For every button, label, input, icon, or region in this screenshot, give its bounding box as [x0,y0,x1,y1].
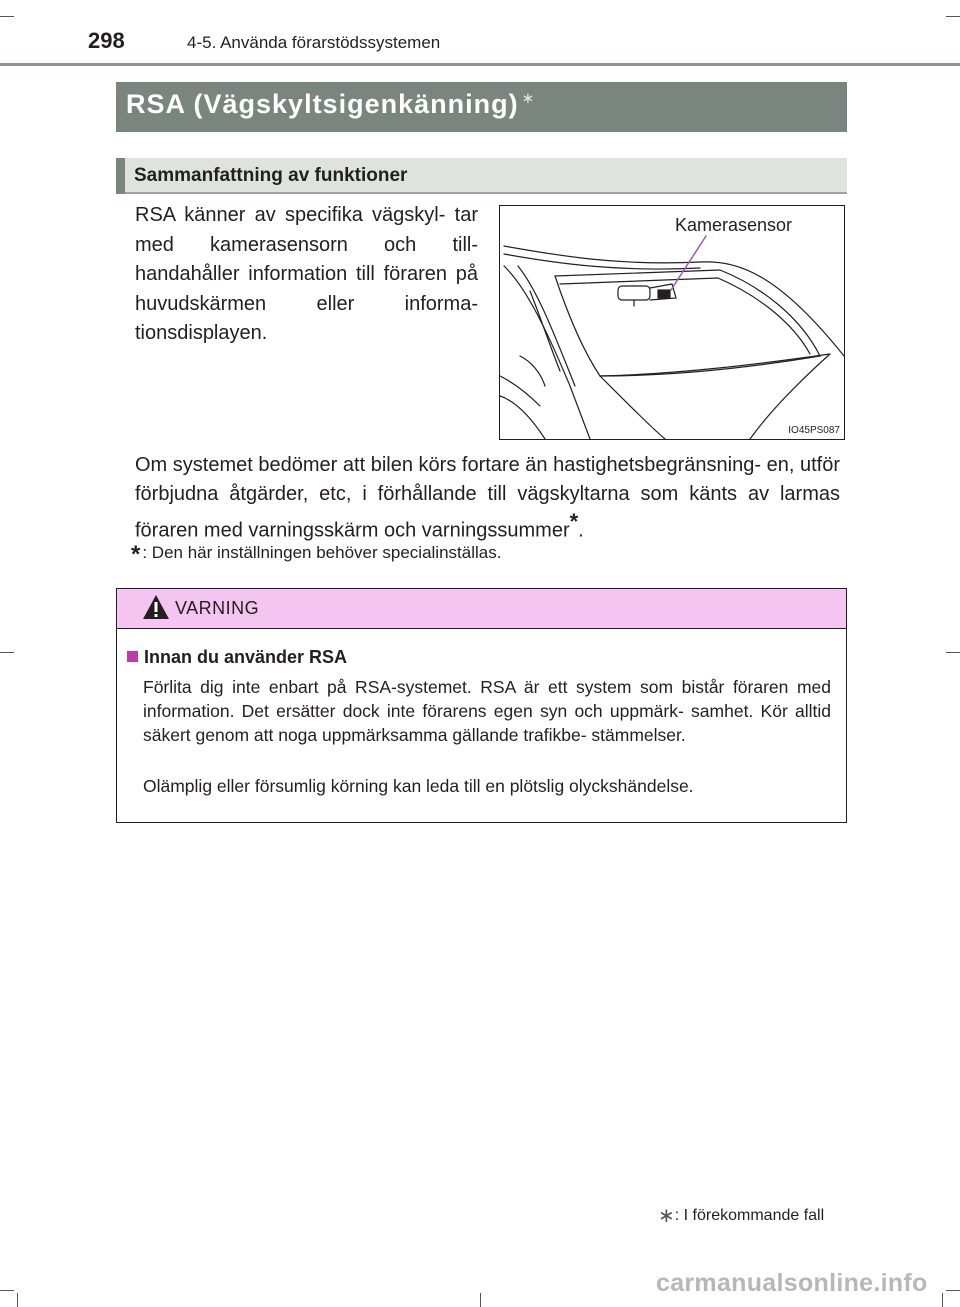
figure-code: IO45PS087 [788,425,840,436]
footnote-asterisk: ∗ [658,1205,675,1227]
bullet-square-icon [127,651,138,662]
section-heading-band [116,82,847,132]
crop-mark [0,16,14,17]
car-interior-drawing [500,206,844,439]
subsection-marker [116,158,125,194]
crop-mark [17,1293,18,1307]
paragraph-end: . [578,519,584,542]
warning-body-paragraph-2: Olämplig eller försumlig körning kan leda till en plötslig olyckshändelse. [143,776,694,796]
subsection-heading-band [116,158,847,194]
warning-box [116,588,847,823]
paragraph-asterisk: * [569,509,579,534]
header-rule [0,63,960,66]
windshield-illustration [499,205,845,440]
camera-sensor-callout: Kamerasensor [675,215,793,235]
crop-mark [946,16,960,17]
warning-heading [127,647,347,668]
warning-description-paragraph [135,451,840,545]
warning-triangle-icon [142,593,170,621]
subsection-title: Sammanfattning av funktioner [134,165,408,186]
warning-heading-text: Innan du använder RSA [144,647,348,667]
watermark: carmanualsonline.info [656,1269,928,1297]
warning-body-paragraph-1: Förlita dig inte enbart på RSA-systemet. RSA är ett system som bistår föraren med information. Det ersätter dock inte förarens egen syn och uppmärk- samhet. Kör alltid säkert genom att noga uppmärksamma gällande trafikbe- stämmelser. [143,677,831,745]
crop-mark [946,652,960,653]
crop-mark [946,1290,960,1291]
paragraph-text: Om systemet bedömer att bilen körs fortare än hastighetsbegränsning- en, utför förbjudna åtgärder, etc, i förhållande till vägskyltarna som känts av larmas föraren med varningsskärm och varningssummer [135,454,840,542]
chapter-title: 4-5. Använda förarstödssystemen [187,33,441,52]
crop-mark [942,1293,943,1307]
warning-label: VARNING [175,598,260,618]
crop-mark [480,1293,481,1307]
intro-paragraph: RSA känner av specifika vägskyl- tar med kamerasensorn och till- handahåller information till föraren på huvudskärmen eller informa- tionsdisplayen. [135,204,478,344]
section-asterisk: ∗ [521,90,536,107]
crop-mark [0,1290,14,1291]
section-title-text: RSA (Vägskyltsigenkänning) [126,89,519,119]
warning-header [117,589,846,629]
page-number: 298 [88,28,125,53]
footnote-text: : Den här inställningen behöver specialinställas. [142,543,502,562]
footnote-specialsetting [131,541,501,569]
footnote-asterisk: * [131,541,141,568]
footnote-availability [658,1203,824,1228]
section-title [126,89,535,120]
crop-mark [0,652,14,653]
footnote-text: : I förekommande fall [674,1207,825,1224]
